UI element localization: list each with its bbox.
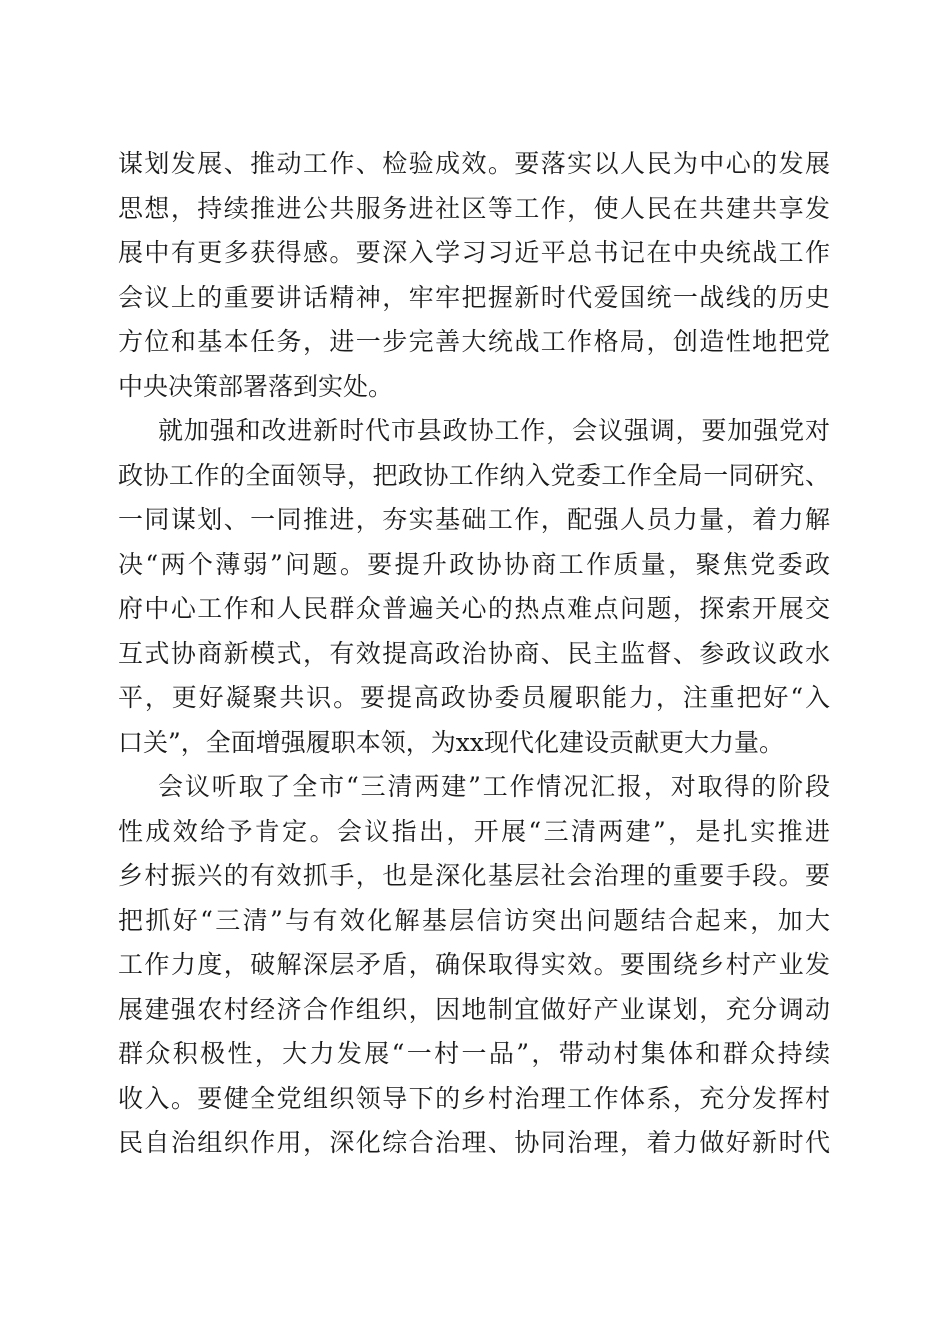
text-line: 政协工作的全面领导，把政协工作纳入党委工作全局一同研究、 <box>118 460 830 490</box>
text-line: 会议上的重要讲话精神，牢牢把握新时代爱国统一战线的历史 <box>118 282 830 312</box>
text-line: 口关”，全面增强履职本领，为xx现代化建设贡献更大力量。 <box>118 727 784 757</box>
text-line: 就加强和改进新时代市县政协工作，会议强调，要加强党对 <box>158 416 830 445</box>
document-body <box>118 142 830 1166</box>
text-line: 谋划发展、推动工作、检验成效。要落实以人民为中心的发展 <box>118 149 830 178</box>
text-line: 互式协商新模式，有效提高政治协商、民主监督、参政议政水 <box>118 638 830 668</box>
text-line: 决“两个薄弱”问题。要提升政协协商工作质量，聚焦党委政 <box>118 549 830 579</box>
text-line: 平，更好凝聚共识。要提高政协委员履职能力，注重把好“入 <box>118 683 830 712</box>
paragraph-2 <box>118 409 830 765</box>
text-line: 方位和基本任务，进一步完善大统战工作格局，创造性地把党 <box>118 327 830 356</box>
text-line: 展建强农村经济合作组织，因地制宜做好产业谋划，充分调动 <box>118 994 830 1024</box>
paragraph-3 <box>118 765 830 1166</box>
text-line: 一同谋划、一同推进，夯实基础工作，配强人员力量，着力解 <box>118 505 830 534</box>
text-line: 工作力度，破解深层矛盾，确保取得实效。要围绕乡村产业发 <box>118 950 830 979</box>
text-line: 群众积极性，大力发展“一村一品”，带动村集体和群众持续 <box>118 1039 830 1068</box>
text-line: 收入。要健全党组织领导下的乡村治理工作体系，充分发挥村 <box>118 1083 830 1113</box>
text-line: 府中心工作和人民群众普遍关心的热点难点问题，探索开展交 <box>118 594 830 623</box>
text-line: 性成效给予肯定。会议指出，开展“三清两建”，是扎实推进 <box>118 816 830 846</box>
text-line: 乡村振兴的有效抓手，也是深化基层社会治理的重要手段。要 <box>118 861 830 890</box>
text-line: 民自治组织作用，深化综合治理、协同治理，着力做好新时代 <box>118 1128 830 1157</box>
text-line: 中央决策部署落到实处。 <box>118 371 394 401</box>
text-line: 会议听取了全市“三清两建”工作情况汇报，对取得的阶段 <box>158 772 830 801</box>
paragraph-1 <box>118 142 830 409</box>
text-line: 把抓好“三清”与有效化解基层信访突出问题结合起来，加大 <box>118 905 830 935</box>
text-line: 展中有更多获得感。要深入学习习近平总书记在中央统战工作 <box>118 238 830 267</box>
text-line: 思想，持续推进公共服务进社区等工作，使人民在共建共享发 <box>118 193 830 223</box>
